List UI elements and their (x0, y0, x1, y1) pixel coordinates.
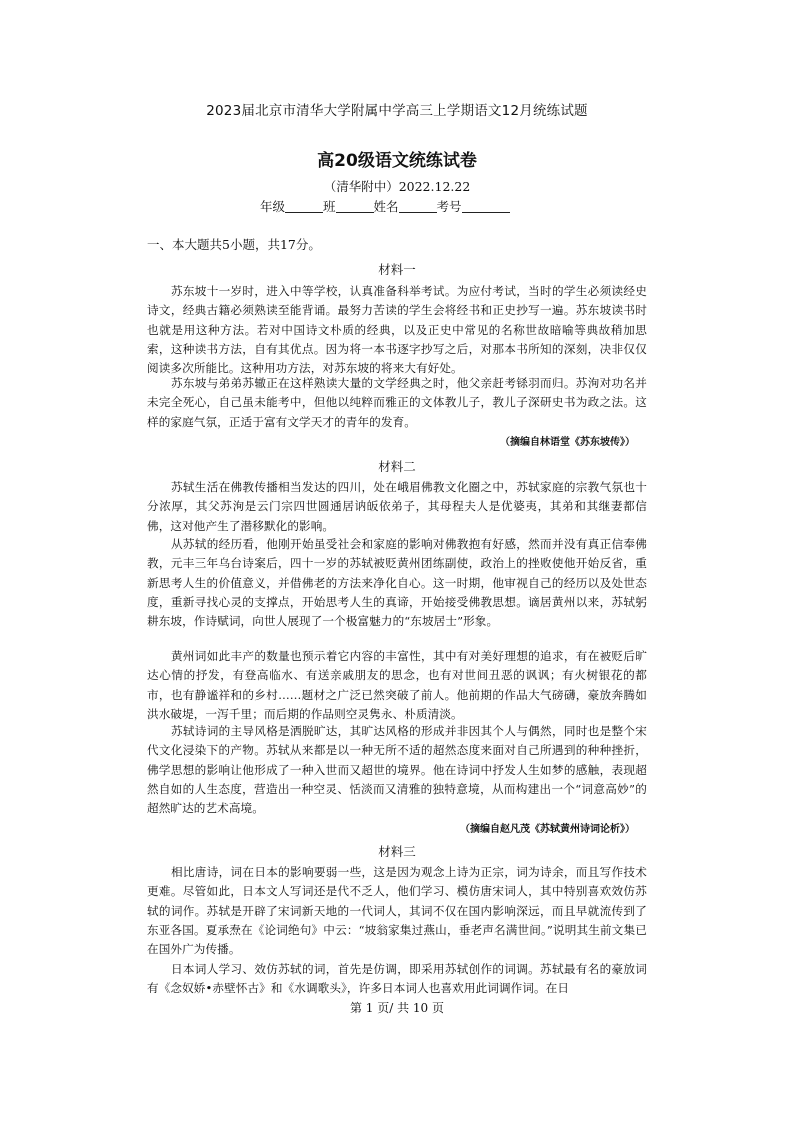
page-footer: 第 1 页/ 共 10 页 (349, 1001, 445, 1015)
id-label: 考号 (436, 199, 462, 214)
material-3-heading: 材料三 (378, 844, 416, 859)
section-heading: 一、本大题共5小题，共17分。 (147, 237, 321, 252)
document-title: 2023届北京市清华大学附属中学高三上学期语文12月统练试题 (206, 103, 588, 119)
material-2-paragraph-2: 从苏轼的经历看，他刚开始虽受社会和家庭的影响对佛教抱有好感，然而并没有真正信奉佛教，元丰三年乌台诗案后，四十一岁的苏轼被贬黄州团练副使，政治上的挫败使他开始反省，重新思考人生的价值意义，并借佛老的方法来净化自心。这一时期，他审视自己的经历以及处世态度，重新寻找心灵的支撑点，开始思考人生的真谛，开始接受佛教思想。谪居黄州以来，苏轼躬耕东坡，作诗赋词，向世人展现了一个极富魅力的“东坡居士”形象。 (147, 537, 647, 629)
material-2-paragraph-1: 苏轼生活在佛教传播相当发达的四川，处在峨眉佛教文化圈之中，苏轼家庭的宗教气氛也十分浓厚，其父苏洵是云门宗四世圆通居讷皈依弟子，其母程夫人是优婆夷，其弟和其继妻都信佛，这对他产生了潜移默化的影响。 (147, 480, 647, 533)
class-blank[interactable] (336, 200, 374, 213)
material-3-paragraph-2: 日本词人学习、效仿苏轼的词，首先是仿调，即采用苏轼创作的词调。苏轼最有名的豪放词有《念奴娇•赤壁怀古》和《水调歌头》，许多日本词人也喜欢用此词调作词。在日 (147, 962, 647, 996)
material-2-paragraph-3: 黄州词如此丰产的数量也预示着它内容的丰富性，其中有对美好理想的追求，有在被贬后旷达心情的抒发，有登高临水、有送亲戚朋友的思念，也有对世间丑恶的讽讽；有火树银花的都市，也有静谧祥和的乡村……题材之广泛已然突破了前人。他前期的作品大气磅礴，豪放奔腾如洪水破堤，一泻千里；而后期的作品则空灵隽永、朴质清淡。 (147, 649, 647, 721)
material-1-paragraph-1: 苏东坡十一岁时，进入中等学校，认真准备科举考试。为应付考试，当时的学生必须读经史诗文，经典古籍必须熟读至能背诵。最努力苦读的学生会将经书和正史抄写一遍。苏东坡读书时也就是用这种方法。若对中国诗文朴质的经典，以及正史中常见的名称世故暗喻等典故稍加思索，这种读书方法，自有其优点。因为将一本书逐字抄写之后，对那本书所知的深刻，决非仅仅阅读多次所能比。这种用功方法，对苏东坡的将来大有好处。 (147, 284, 647, 376)
exam-subtitle: （清华附中）2022.12.22 (323, 179, 471, 194)
student-info-fields (260, 197, 510, 215)
name-label: 姓名 (373, 199, 399, 214)
class-label: 班 (323, 199, 336, 214)
material-1-source: （摘编自林语堂《苏东坡传》） (500, 437, 635, 448)
material-2-source: （摘编自赵凡茂《苏轼黄州诗词论析》） (460, 824, 635, 835)
material-2-heading: 材料二 (378, 459, 416, 474)
grade-blank[interactable] (285, 200, 323, 213)
name-blank[interactable] (399, 200, 437, 213)
id-blank[interactable] (462, 200, 510, 213)
grade-label: 年级 (260, 199, 286, 214)
material-3-paragraph-1: 相比唐诗，词在日本的影响要弱一些，这是因为观念上诗为正宗，词为诗余，而且写作技术更难。尽管如此，日本文人写词还是代不乏人，他们学习、模仿唐宋词人，其中特别喜欢效仿苏轼的词作。苏轼是开辟了宋词新天地的一代词人，其词不仅在国内影响深远，而且早就流传到了东亚各国。夏承焘在《论词绝句》中云：“坡翁家集过燕山，垂老声名满世间。”说明其生前文集已在国外广为传播。 (147, 865, 647, 957)
exam-title: 高20级语文统练试卷 (317, 151, 477, 171)
material-1-paragraph-2: 苏东坡与弟弟苏辙正在这样熟读大量的文学经典之时，他父亲赶考铩羽而归。苏洵对功名并未完全死心，自己虽未能考中，但他以纯粹而雅正的文体教儿子，教儿子深研史书为政之法。这样的家庭气氛，正适于富有文学天才的青年的发育。 (147, 376, 647, 429)
material-2-paragraph-4: 苏轼诗词的主导风格是洒脱旷达，其旷达风格的形成并非因其个人与偶然，同时也是整个宋代文化浸染下的产物。苏轼从来都是以一种无所不适的超然态度来面对自己所遇到的种种挫折，佛学思想的影响让他形成了一种入世而又超世的境界。他在诗词中抒发人生如梦的感触，表现超然自如的人生态度，营造出一种空灵、恬淡而又清雅的独特意境，从而构建出一个“词意高妙”的超然旷达的艺术高境。 (147, 724, 647, 816)
material-1-heading: 材料一 (378, 262, 416, 277)
